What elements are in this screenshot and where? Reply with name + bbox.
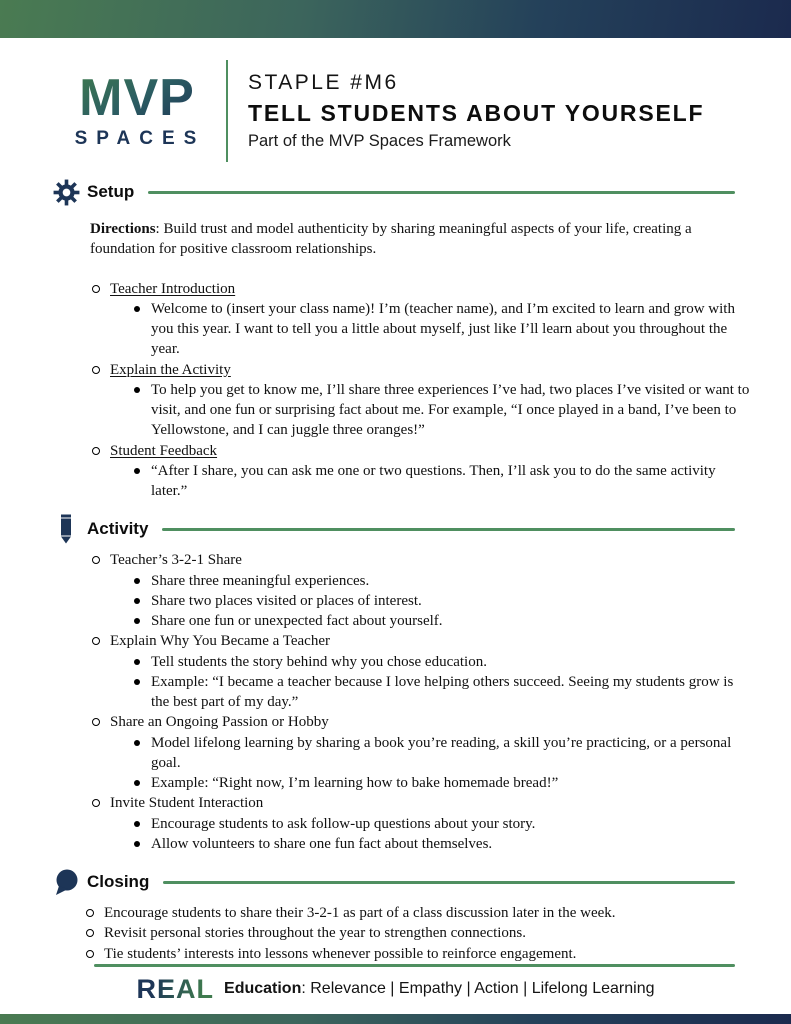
directions-label: Directions: [90, 221, 156, 237]
circle-bullet-icon: [86, 929, 94, 937]
real-logo: REAL: [136, 973, 215, 1004]
section-header-setup: [52, 178, 735, 206]
list-item: [0, 923, 791, 943]
logo-text-mvp: MVP: [62, 72, 212, 124]
dot-bullet-icon: [134, 468, 140, 474]
directions-text: : Build trust and model authenticity by sharing meaningful aspects of your life, creating a foundation for positive classroom relationships.: [90, 221, 692, 258]
dot-bullet-icon: [134, 659, 140, 665]
dot-bullet-icon: [134, 821, 140, 827]
list-subitem-text: Share two places visited or places of interest.: [151, 592, 422, 609]
list-item: [0, 360, 791, 380]
section-rule: [163, 881, 735, 884]
speech-bubble-icon: [52, 868, 80, 896]
list-item-heading: Invite Student Interaction: [110, 795, 264, 812]
mvp-spaces-logo: [62, 69, 212, 150]
section-header-closing: [52, 868, 735, 896]
dot-bullet-icon: [134, 841, 140, 847]
section-label-setup: Setup: [87, 182, 135, 201]
list-item-text: Revisit personal stories throughout the year to strengthen connections.: [104, 925, 526, 942]
logo-text-spaces: SPACES: [74, 128, 206, 149]
list-item: [0, 944, 791, 964]
gear-icon: [52, 178, 80, 206]
header-vertical-divider: [226, 60, 228, 162]
list-item-heading: Teacher’s 3-2-1 Share: [110, 552, 242, 569]
page-subtitle: Part of the MVP Spaces Framework: [248, 132, 511, 150]
dot-bullet-icon: [134, 598, 140, 604]
list-subitem-text: Example: “I became a teacher because I love helping others succeed. Seeing my students grow is the best part of my day.”: [151, 673, 734, 710]
footer-row: [0, 967, 791, 1014]
list-subitem: [0, 733, 791, 774]
circle-bullet-icon: [92, 447, 100, 455]
list-item-heading: Student Feedback: [110, 442, 218, 459]
dot-bullet-icon: [134, 679, 140, 685]
list-subitem-text: Welcome to (insert your class name)! I’m (teacher name), and I’m excited to learn and grow with you this year. I want to tell you a little about myself, just like I’ll learn about you throughout the year.: [151, 300, 735, 358]
list-subitem: [0, 814, 791, 834]
list-item-heading: Explain Why You Became a Teacher: [110, 633, 330, 650]
dot-bullet-icon: [134, 618, 140, 624]
list-subitem-text: Encourage students to ask follow-up questions about your story.: [151, 815, 536, 832]
list-subitem-text: Allow volunteers to share one fun fact about themselves.: [151, 835, 493, 852]
list-subitem: [0, 461, 791, 502]
list-item: [0, 441, 791, 461]
staple-label: STAPLE #M6: [248, 71, 399, 94]
circle-bullet-icon: [92, 285, 100, 293]
circle-bullet-icon: [92, 556, 100, 564]
list-subitem-text: Example: “Right now, I’m learning how to bake homemade bread!”: [151, 775, 559, 791]
pencil-icon: [52, 515, 80, 543]
list-item: [0, 712, 791, 732]
list-subitem-text: Tell students the story behind why you chose education.: [151, 653, 487, 670]
dot-bullet-icon: [134, 387, 140, 393]
footer-tagline-bold: Education: [224, 980, 302, 998]
section-header-activity: [52, 515, 735, 543]
list-item: [0, 550, 791, 570]
list-subitem-text: Share three meaningful experiences.: [151, 572, 370, 589]
list-item: [0, 793, 791, 813]
activity-list: [0, 550, 791, 854]
list-subitem: [0, 834, 791, 854]
circle-bullet-icon: [92, 637, 100, 645]
circle-bullet-icon: [92, 718, 100, 726]
page-title: TELL STUDENTS ABOUT YOURSELF: [248, 100, 705, 126]
section-label-closing: Closing: [87, 872, 150, 891]
setup-list: [0, 279, 791, 502]
footer-tagline: [224, 980, 654, 998]
section-rule: [162, 528, 735, 531]
dot-bullet-icon: [134, 578, 140, 584]
list-subitem-text: Model lifelong learning by sharing a book you’re reading, a skill you’re practicing, or a personal goal.: [151, 734, 732, 771]
section-label-activity: Activity: [87, 519, 149, 539]
document-header: [62, 58, 735, 164]
circle-bullet-icon: [86, 909, 94, 917]
circle-bullet-icon: [86, 950, 94, 958]
list-subitem: [0, 773, 791, 793]
setup-directions: [90, 219, 707, 260]
dot-bullet-icon: [134, 780, 140, 786]
list-item-heading: Teacher Introduction: [110, 280, 236, 297]
footer-tagline-rest: : Relevance | Empathy | Action | Lifelong Learning: [301, 980, 655, 998]
list-subitem-text: Share one fun or unexpected fact about yourself.: [151, 613, 443, 629]
list-subitem: [0, 652, 791, 672]
list-subitem: [0, 591, 791, 611]
list-item: [0, 279, 791, 299]
list-item-heading: Explain the Activity: [110, 361, 231, 378]
list-subitem-text: To help you get to know me, I’ll share three experiences I’ve had, two places I’ve visited or want to visit, and one fun or surprising fact about me. For example, “I once played in a band, I’ve been to Yellowstone, and I can juggle three oranges!”: [151, 381, 750, 439]
list-item-text: Encourage students to share their 3-2-1 as part of a class discussion later in the week.: [104, 905, 616, 921]
section-rule: [148, 191, 735, 194]
list-item: [0, 631, 791, 651]
list-subitem: [0, 611, 791, 631]
list-item-text: Tie students’ interests into lessons whenever possible to reinforce engagement.: [104, 945, 577, 962]
list-subitem: [0, 571, 791, 591]
list-subitem-text: “After I share, you can ask me one or two questions. Then, I’ll ask you to do the same activity later.”: [151, 462, 716, 499]
list-subitem: [0, 672, 791, 713]
dot-bullet-icon: [134, 306, 140, 312]
dot-bullet-icon: [134, 740, 140, 746]
top-gradient-bar: [0, 0, 791, 38]
circle-bullet-icon: [92, 799, 100, 807]
list-item: [0, 903, 791, 923]
list-subitem: [0, 380, 791, 441]
circle-bullet-icon: [92, 366, 100, 374]
bottom-gradient-bar: [0, 1014, 791, 1024]
list-subitem: [0, 299, 791, 360]
document-footer: [0, 964, 791, 1024]
title-block: [248, 71, 704, 151]
closing-list: [0, 903, 791, 964]
list-item-heading: Share an Ongoing Passion or Hobby: [110, 714, 329, 731]
